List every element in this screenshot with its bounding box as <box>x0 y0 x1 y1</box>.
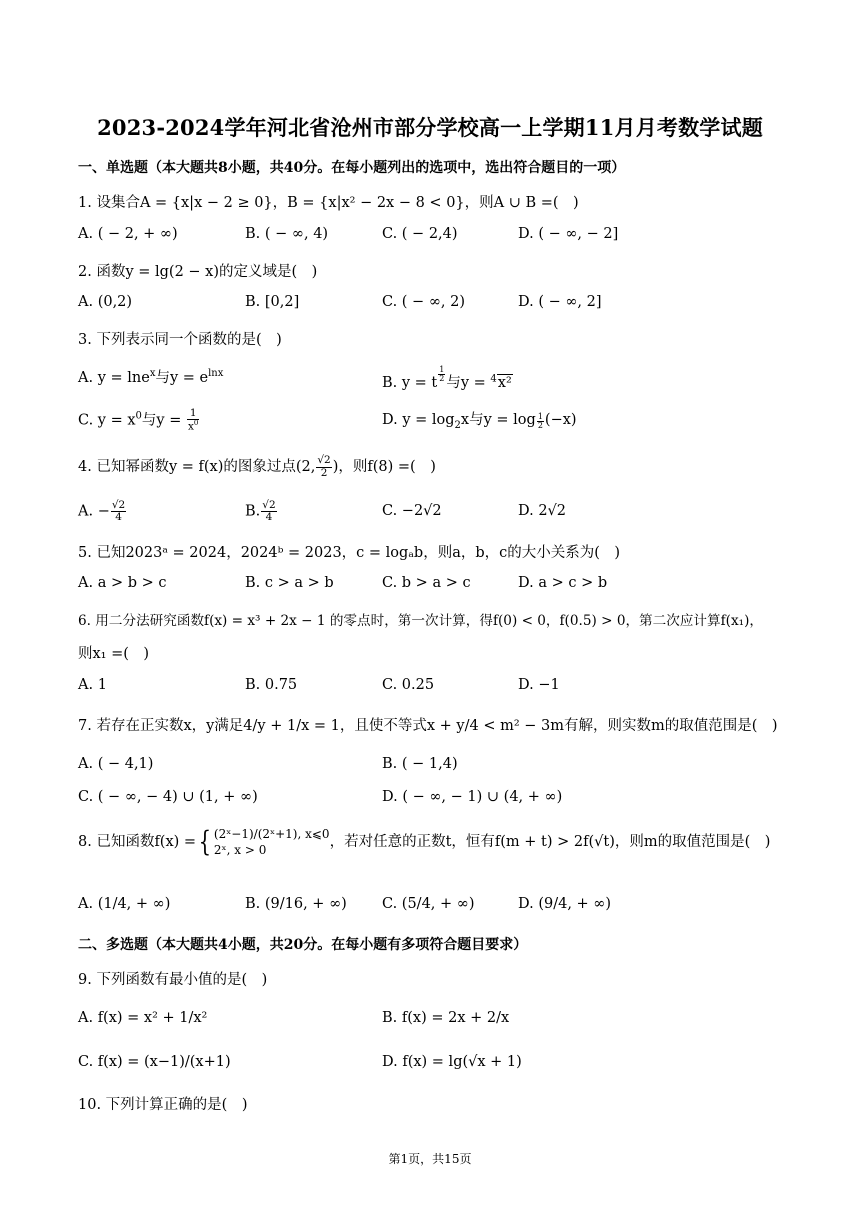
q5-option-d: D. a > c > b <box>518 575 608 591</box>
q3-option-d: D. $y = \log_2x$与y = log $\frac{1}{2}$ (−x) <box>382 411 577 431</box>
q9-option-d: D. f(x) = lg(√x + 1) <box>382 1054 522 1070</box>
q2-option-b: B. [0,2] <box>245 294 300 310</box>
q8-option-a: A. (1/4, + ∞) <box>78 896 171 912</box>
question-4-stem: 4. 已知幂函数y = f(x)的图象过点(2, $\frac{√2}{2}$ )，则f(8) =( ) <box>78 454 436 479</box>
q1-option-c: C. ( − 2,4) <box>382 226 458 242</box>
section-heading-multiple-choice: 二、多选题（本大题共4小题，共20分。在每小题有多项符合题目要求） <box>78 937 528 953</box>
page-footer: 第1页，共15页 <box>388 1152 472 1166</box>
q4-option-d: D. 2√2 <box>518 503 567 519</box>
q6-option-d: D. −1 <box>518 677 560 693</box>
q7-option-d: D. ( − ∞, − 1) ∪ (4, + ∞) <box>382 789 563 805</box>
question-7-stem: 7. 若存在正实数x，y满足4/y + 1/x = 1，且使不等式x + y/4 < m² − 3m有解，则实数m的取值范围是( ) <box>78 718 778 734</box>
q8-option-c: C. (5/4, + ∞) <box>382 896 475 912</box>
q5-option-b: B. c > a > b <box>245 575 334 591</box>
q9-option-c: C. f(x) = (x−1)/(x+1) <box>78 1054 231 1070</box>
q1-option-a: A. ( − 2, + ∞) <box>78 226 178 242</box>
q6-option-c: C. 0.25 <box>382 677 435 693</box>
q5-option-c: C. b > a > c <box>382 575 471 591</box>
q3-option-b: B. y = t $\frac{1}{2}$ 与y = $^4$x² <box>382 365 512 392</box>
q8-option-d: D. (9/4, + ∞) <box>518 896 612 912</box>
q3-option-a: A. y = lne$^x$与$y = e^{lnx}$ <box>78 368 224 386</box>
question-5-stem: 5. 已知2023ᵃ = 2024，2024ᵇ = 2023，c = logₐb，则a，b，c的大小关系为( ) <box>78 545 621 561</box>
q1-option-b: B. ( − ∞, 4) <box>245 226 329 242</box>
q6-option-b: B. 0.75 <box>245 677 298 693</box>
page-title: 2023-2024学年河北省沧州市部分学校高一上学期11月月考数学试题 <box>97 115 763 140</box>
q6-option-a: A. 1 <box>78 677 107 693</box>
question-2-stem: 2. 函数y = lg(2 − x)的定义域是( ) <box>78 264 318 280</box>
q8-option-b: B. (9/16, + ∞) <box>245 896 347 912</box>
question-9-stem: 9. 下列函数有最小值的是( ) <box>78 972 268 988</box>
question-6-stem-line2: 则x₁ =( ) <box>78 646 150 662</box>
q1-option-d: D. ( − ∞, − 2] <box>518 226 619 242</box>
question-1-stem: 1. 设集合A = {x|x − 2 ≥ 0}，B = {x|x² − 2x − 8 < 0}，则A ∪ B =( ) <box>78 195 579 211</box>
question-6-stem-line1: 6. 用二分法研究函数f(x) = x³ + 2x − 1 的零点时，第一次计算，得f(0) < 0，f(0.5) > 0，第二次应计算f(x₁)， <box>78 613 763 629</box>
q2-option-a: A. (0,2) <box>78 294 133 310</box>
q2-option-d: D. ( − ∞, 2] <box>518 294 602 310</box>
q7-option-b: B. ( − 1,4) <box>382 756 458 772</box>
q3-option-c: C. $y = x^0$与y = $\frac{1}{x^0}$ <box>78 407 199 433</box>
q9-option-b: B. f(x) = 2x + 2/x <box>382 1010 510 1026</box>
q4-option-b: B. $\frac{√2}{4}$ <box>245 499 276 524</box>
question-10-stem: 10. 下列计算正确的是( ) <box>78 1097 248 1113</box>
question-3-stem: 3. 下列表示同一个函数的是( ) <box>78 332 282 348</box>
q9-option-a: A. f(x) = x² + 1/x² <box>78 1010 208 1026</box>
q5-option-a: A. a > b > c <box>78 575 167 591</box>
q7-option-c: C. ( − ∞, − 4) ∪ (1, + ∞) <box>78 789 258 805</box>
q7-option-a: A. ( − 4,1) <box>78 756 154 772</box>
q2-option-c: C. ( − ∞, 2) <box>382 294 465 310</box>
q4-option-a: A. − $\frac{√2}{4}$ <box>78 499 126 524</box>
question-8-stem: 8. 已知函数f(x) ={ (2ˣ−1)/(2ˣ+1), x⩽0 2ˣ, x > 0 ，若对任意的正数t，恒有f(m + t) > 2f(√t)，则m的取值范围是( ) <box>78 825 771 859</box>
section-heading-single-choice: 一、单选题（本大题共8小题，共40分。在每小题列出的选项中，选出符合题目的一项） <box>78 160 626 176</box>
q4-option-c: C. −2√2 <box>382 503 442 519</box>
